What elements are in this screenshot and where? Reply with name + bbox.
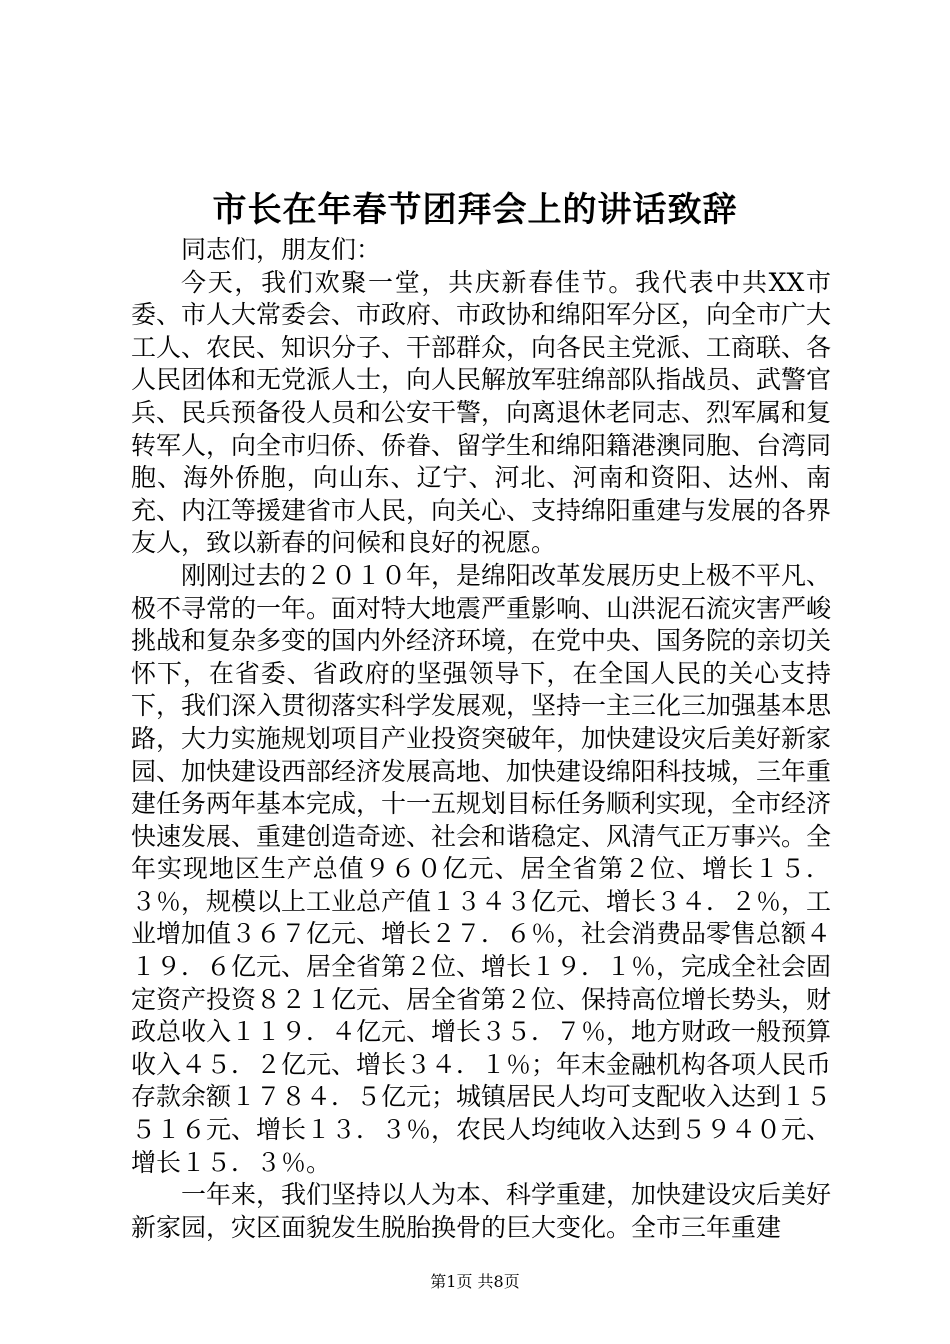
document-title: 市长在年春节团拜会上的讲话致辞 (212, 190, 738, 230)
page-number: 第1页 共8页 (430, 1272, 520, 1291)
document-body (131, 234, 831, 1244)
page-footer (0, 1272, 950, 1292)
paragraph: 今天，我们欢聚一堂，共庆新春佳节。我代表中共XX市委、市人大常委会、市政府、市政协和绵阳军分区，向全市广大工人、农民、知识分子、干部群众，向各民主党派、工商联、各人民团体和无党派人士，向人民解放军驻绵部队指战员、武警官兵、民兵预备役人员和公安干警，向离退休老同志、烈军属和复转军人，向全市归侨、侨眷、留学生和绵阳籍港澳同胞、台湾同胞、海外侨胞，向山东、辽宁、河北、河南和资阳、达州、南充、内江等援建省市人民，向关心、支持绵阳重建与发展的各界友人，致以新春的问候和良好的祝愿。 (131, 267, 832, 558)
paragraph: 刚刚过去的２０１０年，是绵阳改革发展历史上极不平凡、极不寻常的一年。面对特大地震严重影响、山洪泥石流灾害严峻挑战和复杂多变的国内外经济环境，在党中央、国务院的亲切关怀下，在省委、省政府的坚强领导下，在全国人民的关心支持下，我们深入贯彻落实科学发展观，坚持一主三化三加强基本思路，大力实施规划项目产业投资突破年，加快建设灾后美好新家园、加快建设西部经济发展高地、加快建设绵阳科技城，三年重建任务两年基本完成，十一五规划目标任务顺利实现，全市经济快速发展、重建创造奇迹、社会和谐稳定、风清气正万事兴。全年实现地区生产总值９６０亿元、居全省第２位、增长１５．３％，规模以上工业总产值１３４３亿元、增长３４．２％，工业增加值３６７亿元、增长２７．６％，社会消费品零售总额４１９．６亿元、居全省第２位、增长１９．１％，完成全社会固定资产投资８２１亿元、居全省第２位、保持高位增长势头，财政总收入１１９．４亿元、增长３５．７％，地方财政一般预算收入４５．２亿元、增长３４．１％；年末金融机构各项人民币存款余额１７８４．５亿元；城镇居民人均可支配收入达到１５５１６元、增长１３．３％，农民人均纯收入达到５９４０元、增长１５．３％。 (131, 560, 832, 1177)
salutation: 同志们，朋友们： (181, 235, 382, 264)
paragraph: 一年来，我们坚持以人为本、科学重建，加快建设灾后美好新家园，灾区面貌发生脱胎换骨的巨大变化。全市三年重建 (131, 1180, 832, 1242)
